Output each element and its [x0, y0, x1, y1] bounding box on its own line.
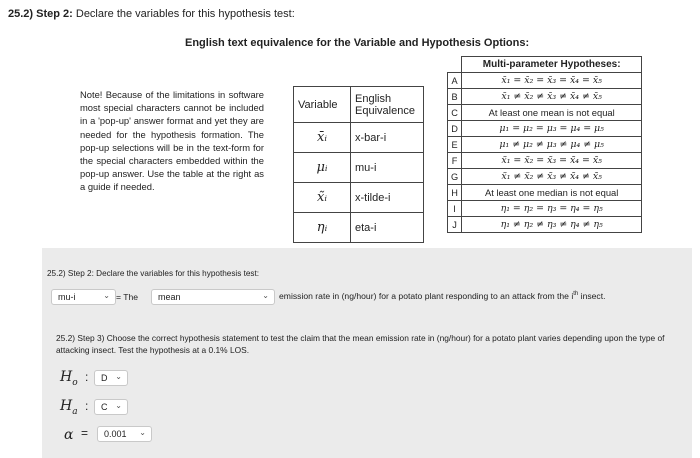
english-xbar: x-bar-i: [351, 123, 424, 153]
alpha-value: 0.001: [104, 429, 127, 439]
chevron-down-icon: ⌄: [103, 291, 110, 300]
note-text: Note! Because of the limitations in software most special characters cannot be included in a 'pop-up' answer format and yet they are needed for the hypothesis formation. The pop-up selections will be in the text-form for the special characters embedded within the pop-up answer. Use the table at the right as a guide if needed.: [80, 89, 264, 193]
option-letter: E: [448, 137, 462, 153]
english-xtilde: x-tilde-i: [351, 183, 424, 213]
english-mu: mu-i: [351, 153, 424, 183]
symbol-eta: ηᵢ: [294, 213, 351, 243]
english-eta: eta-i: [351, 213, 424, 243]
option-letter: I: [448, 201, 462, 217]
page-header: [8, 8, 295, 20]
null-hypothesis-select[interactable]: [94, 370, 128, 386]
option-J: η₁ ≠ η₂ ≠ η₃ ≠ η₄ ≠ η₅: [462, 217, 642, 233]
chevron-down-icon: ⌄: [139, 428, 146, 437]
alt-hypothesis-value: C: [101, 402, 108, 412]
step-label: 25.2) Step 2:: [8, 8, 73, 20]
alpha-label: α: [64, 427, 74, 443]
variable-description: emission rate in (ng/hour) for a potato plant responding to an attack from the $i^{th}$ insect.: [279, 291, 606, 301]
variable-header: Variable: [294, 87, 351, 123]
statistic-type-value: mean: [158, 292, 181, 302]
option-letter: D: [448, 121, 462, 137]
alpha-select[interactable]: [97, 426, 152, 442]
option-B: x̄₁ ≠ x̄₂ ≠ x̄₃ ≠ x̄₄ ≠ x̄₅: [462, 89, 642, 105]
chevron-down-icon: ⌄: [262, 291, 269, 300]
option-F: x̃₁ = x̃₂ = x̃₃ = x̃₄ = x̃₅: [462, 153, 642, 169]
equals-the-text: = The: [116, 292, 139, 302]
option-G: x̃₁ ≠ x̃₂ ≠ x̃₃ ≠ x̃₄ ≠ x̃₅: [462, 169, 642, 185]
option-I: η₁ = η₂ = η₃ = η₄ = η₅: [462, 201, 642, 217]
option-letter: C: [448, 105, 462, 121]
option-letter: A: [448, 73, 462, 89]
english-header: English Equivalence: [351, 87, 424, 123]
symbol-xbar: x̄ᵢ: [294, 123, 351, 153]
option-H: At least one median is not equal: [462, 185, 642, 201]
multi-parameter-header: Multi-parameter Hypotheses:: [462, 57, 642, 73]
option-letter: H: [448, 185, 462, 201]
step-title: Declare the variables for this hypothesis test:: [75, 8, 295, 20]
symbol-xtilde: x̃ᵢ: [294, 183, 351, 213]
symbol-mu: μᵢ: [294, 153, 351, 183]
statistic-type-select[interactable]: [151, 289, 275, 305]
option-letter: B: [448, 89, 462, 105]
step2-label: 25.2) Step 2: Declare the variables for this hypothesis test:: [47, 269, 260, 278]
variable-table: [293, 86, 424, 243]
equivalence-title: English text equivalence for the Variable and Hypothesis Options:: [185, 37, 530, 49]
option-letter: G: [448, 169, 462, 185]
option-A: x̄₁ = x̄₂ = x̄₃ = x̄₄ = x̄₅: [462, 73, 642, 89]
variable-select-value: mu-i: [58, 292, 76, 302]
variable-select[interactable]: [51, 289, 116, 305]
null-hypothesis-value: D: [101, 373, 108, 383]
alt-hypothesis-label: $H_a$: [60, 398, 78, 417]
null-hypothesis-label: $H_o$: [60, 369, 78, 388]
alt-hypothesis-select[interactable]: [94, 399, 128, 415]
chevron-down-icon: ⌄: [115, 372, 122, 381]
option-letter: F: [448, 153, 462, 169]
step3-instructions: 25.2) Step 3) Choose the correct hypothesis statement to test the claim that the mean emission rate in (ng/hour) for a potato plant varies depending upon the type of attacking insect. Test the hypothesis at a 0.1% LOS.: [56, 333, 665, 355]
option-letter: J: [448, 217, 462, 233]
option-C: At least one mean is not equal: [462, 105, 642, 121]
option-D: μ₁ = μ₂ = μ₃ = μ₄ = μ₅: [462, 121, 642, 137]
multi-parameter-table: [447, 56, 642, 233]
chevron-down-icon: ⌄: [115, 401, 122, 410]
option-E: μ₁ ≠ μ₂ ≠ μ₃ ≠ μ₄ ≠ μ₅: [462, 137, 642, 153]
